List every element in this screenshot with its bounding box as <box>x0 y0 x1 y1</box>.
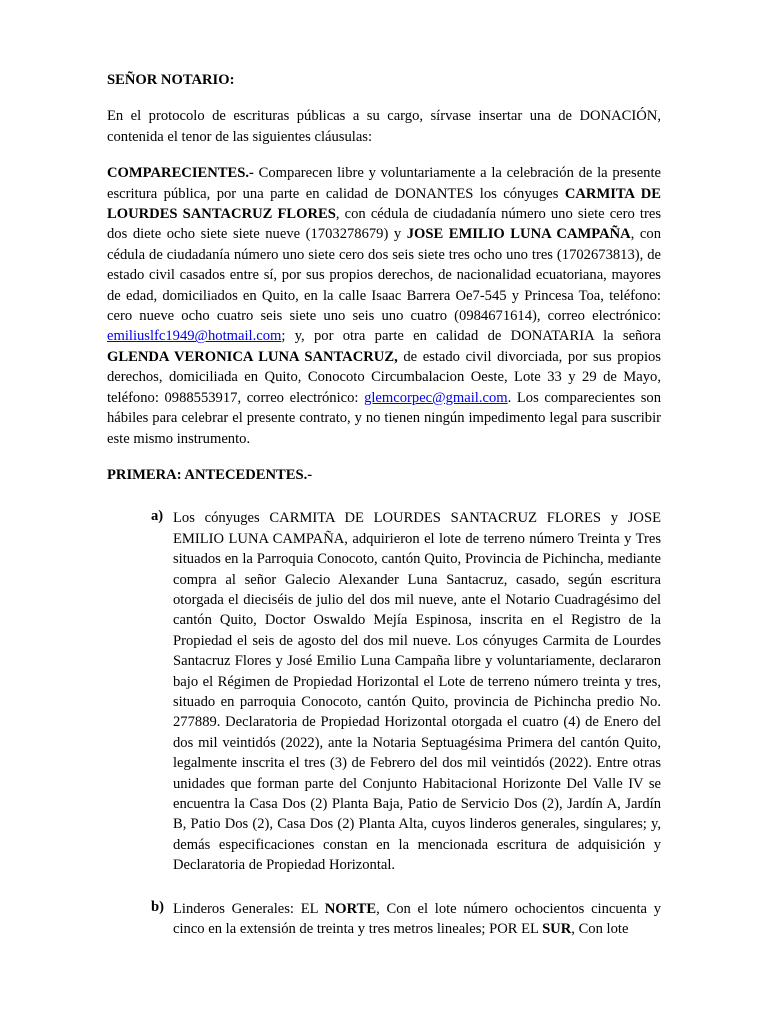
document-page <box>107 70 661 939</box>
item-b-text-3: , Con lote <box>571 921 629 938</box>
item-b-label: b) <box>151 898 164 915</box>
norte-label: NORTE <box>324 900 377 917</box>
comparecientes-text-4: ; y, por otra parte en calidad de DONATARIA la señora <box>281 328 661 345</box>
donataria-name: GLENDA VERONICA LUNA SANTACRUZ, <box>107 348 398 365</box>
item-b-text-2: , Con el lote número ochocientos cincuenta y cinco en la extensión de treinta y tres metros lineales; POR EL <box>173 900 662 938</box>
intro-paragraph: En el protocolo de escrituras públicas a su cargo, sírvase insertar una de DONACIÓN, contenida el tenor de las siguientes cláusulas: <box>107 108 661 145</box>
donante-name-1: CARMITA DE LOURDES SANTACRUZ FLORES <box>107 185 661 223</box>
item-b-text <box>173 899 661 940</box>
item-a-label: a) <box>151 508 164 525</box>
comparecientes-text-5: de estado civil divorciada, por sus propios derechos, domiciliada en Quito, Conocoto Circumbalacion Oeste, Lote 33 y 29 de Mayo, teléfono: 0988553917, correo electrónico: <box>107 348 661 406</box>
comparecientes-text-6: . Los comparecientes son hábiles para celebrar el presente contrato, y no tienen ningún impedimento legal para suscribir este mismo instrumento. <box>107 389 661 447</box>
comparecientes-text-3: , con cédula de ciudadanía número uno siete cero dos seis siete tres ocho uno tres (1702673813), de estado civil casados entre sí, por sus propios derechos, de nacionalidad ecuatoriana, mayores de edad, domiciliados en Quito, en la calle Isaac Barrera Oe7-545 y Princesa Toa, teléfono: cero nueve ocho cuatro seis siete uno seis uno cuatro (0984671614), correo electrónico: <box>107 226 661 325</box>
donante-name-2: JOSE EMILIO LUNA CAMPAÑA <box>406 226 631 243</box>
list-item-a <box>107 508 661 875</box>
primera-heading: PRIMERA: ANTECEDENTES.- <box>107 466 313 483</box>
document-title: SEÑOR NOTARIO: <box>107 72 235 88</box>
comparecientes-text-1: Comparecen libre y voluntariamente a la celebración de la presente escritura pública, por una parte en calidad de DONANTES los cónyuges <box>107 165 661 202</box>
comparecientes-text-2: , con cédula de ciudadanía número uno siete cero tres dos diete ocho siete siete nueve (1703278679) y <box>107 206 661 243</box>
item-a-text: Los cónyuges CARMITA DE LOURDES SANTACRUZ FLORES y JOSE EMILIO LUNA CAMPAÑA, adquirieron el lote de terreno número Treinta y Tres situados en la Parroquia Conocoto, cantón Quito, Provincia de Pichincha, mediante compra al señor Galecio Alexander Luna Santacruz, casado, según escritura otorgada el dieciséis de julio del dos mil nueve, ante el Notario Cuadragésimo del cantón Quito, Doctor Oswaldo Mejía Espinosa, inscrita en el Registro de la Propiedad el seis de agosto del dos mil nueve. Los cónyuges Carmita de Lourdes Santacruz Flores y José Emilio Luna Campaña libre y voluntariamente, declararon bajo el Régimen de Propiedad Horizontal el Lote de terreno número treinta y tres, situado en parroquia Conocoto, cantón Quito, provincia de Pichincha predio No. 277889. Declaratoria de Propiedad Horizontal otorgada el cuatro (4) de Enero del dos mil veintidós (2022), ante la Notaria Septuagésima Primera del cantón Quito, legalmente inscrita el tres (3) de Febrero del dos mil veintidós (2022). Entre otras unidades que forman parte del Conjunto Habitacional Horizonte Del Valle IV se encuentra la Casa Dos (2) Planta Baja, Patio de Servicio Dos (2), Jardín A, Jardín B, Patio Dos (2), Casa Dos (2) Planta Alta, cuyos linderos generales, singulares; y, demás especificaciones constan en la mencionada escritura de adquisición y Declaratoria de Propiedad Horizontal. <box>173 510 661 874</box>
email-link-2[interactable]: glemcorpec@gmail.com <box>364 389 508 406</box>
list-item-b <box>107 899 661 940</box>
comparecientes-heading: COMPARECIENTES.- <box>107 165 254 182</box>
sur-label: SUR <box>542 921 572 938</box>
comparecientes-paragraph <box>107 163 661 449</box>
item-b-text-1: Linderos Generales: EL <box>173 900 325 917</box>
email-link-1[interactable]: emiliuslfc1949@hotmail.com <box>107 328 282 345</box>
